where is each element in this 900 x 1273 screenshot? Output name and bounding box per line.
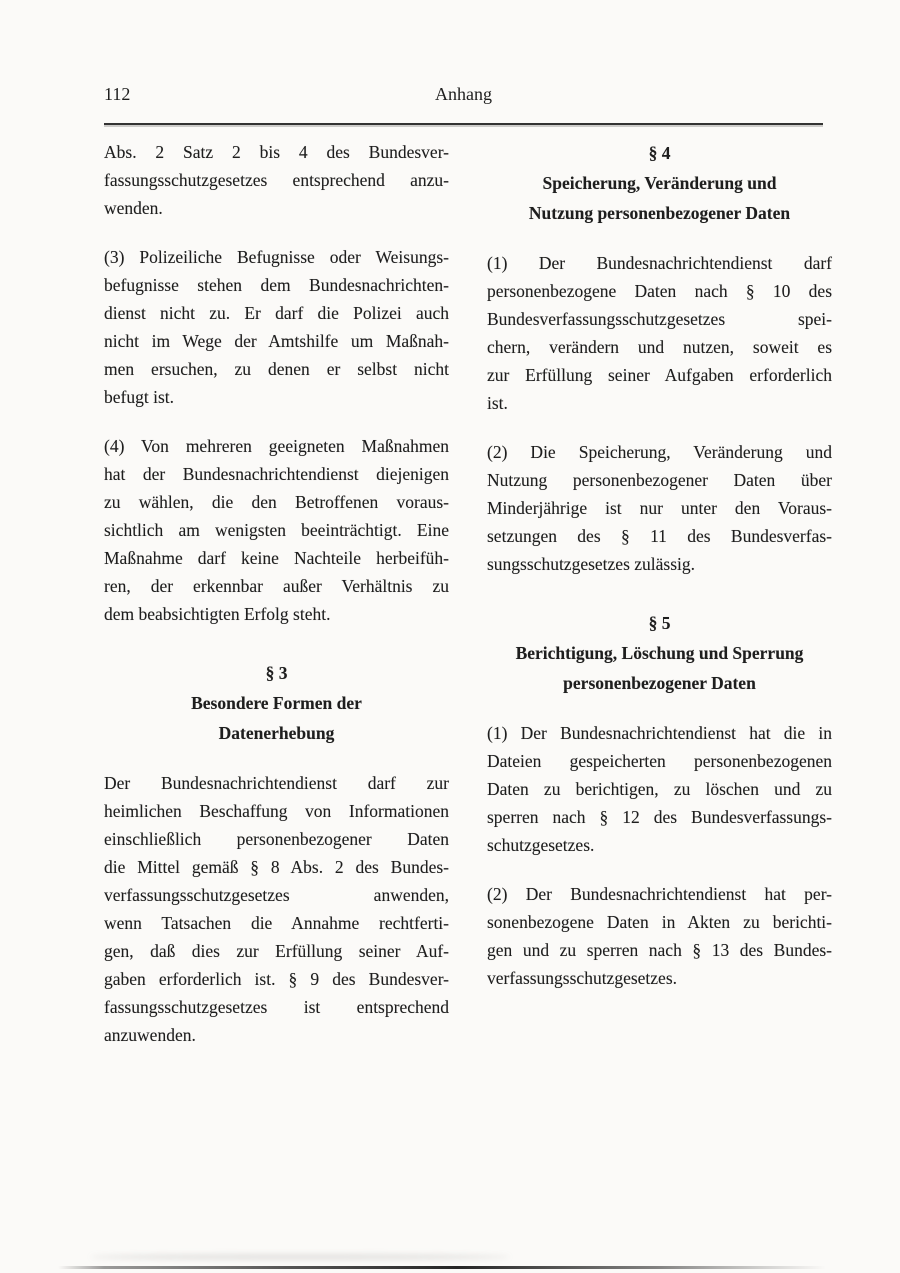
- text-line: ist.: [487, 393, 508, 413]
- text-line: fassungsschutzgesetzes ist entsprechend: [104, 997, 449, 1017]
- section-5-heading: [487, 608, 832, 698]
- text-line: anzuwenden.: [104, 1025, 196, 1045]
- text-line: personenbezogene Daten nach § 10 des: [487, 281, 832, 301]
- text-line: wenden.: [104, 198, 163, 218]
- section-5-paragraph-1: [487, 719, 832, 859]
- text-line: (1) Der Bundesnachrichtendienst hat die in: [487, 723, 832, 743]
- text-line: Nutzung personenbezogener Daten über: [487, 470, 832, 490]
- text-line: (1) Der Bundesnachrichtendienst darf: [487, 253, 832, 273]
- text-line: verfassungsschutzgesetzes anwenden,: [104, 885, 449, 905]
- text-line: § 4: [648, 143, 671, 163]
- paragraph-4: [104, 432, 449, 628]
- text-line: befugnisse stehen dem Bundesnachrichten-: [104, 275, 449, 295]
- section-3-paragraph: [104, 769, 449, 1049]
- text-columns: [104, 138, 832, 1049]
- text-line: zu wählen, die den Betroffenen voraus-: [104, 492, 449, 512]
- continuation-paragraph: [104, 138, 449, 222]
- text-line: (2) Die Speicherung, Veränderung und: [487, 442, 832, 462]
- text-line: Nutzung personenbezogener Daten: [528, 203, 791, 223]
- text-line: fassungsschutzgesetzes entsprechend anzu-: [104, 170, 449, 190]
- text-line: dem beabsichtigten Erfolg steht.: [104, 604, 331, 624]
- text-line: § 5: [648, 613, 671, 633]
- text-line: setzungen des § 11 des Bundesverfas-: [487, 526, 832, 546]
- text-line: wenn Tatsachen die Annahme rechtferti-: [104, 913, 449, 933]
- text-line: nicht im Wege der Amtshilfe um Maßnah-: [104, 331, 449, 351]
- text-line: gen und zu sperren nach § 13 des Bundes-: [487, 940, 832, 960]
- text-line: (2) Der Bundesnachrichtendienst hat per-: [487, 884, 832, 904]
- text-line: chern, verändern und nutzen, soweit es: [487, 337, 832, 357]
- text-line: dienst nicht zu. Er darf die Polizei auch: [104, 303, 449, 323]
- text-line: befugt ist.: [104, 387, 174, 407]
- text-line: § 3: [265, 663, 288, 683]
- text-line: verfassungsschutzgesetzes.: [487, 968, 678, 988]
- text-line: Maßnahme darf keine Nachteile herbeifüh-: [104, 548, 449, 568]
- header-rule: [104, 123, 823, 125]
- section-5-paragraph-2: [487, 880, 832, 992]
- text-line: Berichtigung, Löschung und Sperrung: [515, 643, 804, 663]
- text-line: die Mittel gemäß § 8 Abs. 2 des Bundes-: [104, 857, 449, 877]
- scan-artifact-line: [58, 1266, 826, 1269]
- text-line: (4) Von mehreren geeigneten Maßnahmen: [104, 436, 449, 456]
- text-line: Dateien gespeicherten personenbezogenen: [487, 751, 832, 771]
- left-column: [104, 138, 449, 1049]
- text-line: (3) Polizeiliche Befugnisse oder Weisungs-: [104, 247, 449, 267]
- running-header: [104, 84, 823, 110]
- text-line: sperren nach § 12 des Bundesverfassungs-: [487, 807, 832, 827]
- text-line: Datenerhebung: [218, 723, 335, 743]
- right-column: [487, 138, 832, 1049]
- text-line: ren, der erkennbar außer Verhältnis zu: [104, 576, 449, 596]
- section-3-heading: [104, 658, 449, 748]
- section-4-heading: [487, 138, 832, 228]
- text-line: einschließlich personenbezogener Daten: [104, 829, 449, 849]
- text-line: Speicherung, Veränderung und: [542, 173, 777, 193]
- text-line: Besondere Formen der: [191, 693, 362, 713]
- section-4-paragraph-1: [487, 249, 832, 417]
- text-line: personenbezogener Daten: [563, 673, 756, 693]
- text-line: sonenbezogene Daten in Akten zu berichti-: [487, 912, 832, 932]
- section-4-paragraph-2: [487, 438, 832, 578]
- text-line: Bundesverfassungsschutzgesetzes spei-: [487, 309, 832, 329]
- text-line: heimlichen Beschaffung von Informationen: [104, 801, 449, 821]
- page-number: 112: [104, 84, 131, 104]
- running-header-title: Anhang: [435, 84, 492, 104]
- text-line: sichtlich am wenigsten beeinträchtigt. Eine: [104, 520, 449, 540]
- text-line: sungsschutzgesetzes zulässig.: [487, 554, 696, 574]
- scan-smudge-artifact: [90, 1254, 510, 1260]
- paragraph-3: [104, 243, 449, 411]
- text-line: gaben erforderlich ist. § 9 des Bundesver-: [104, 969, 449, 989]
- text-line: gen, daß dies zur Erfüllung seiner Auf-: [104, 941, 449, 961]
- text-line: hat der Bundesnachrichtendienst diejenigen: [104, 464, 449, 484]
- text-line: Der Bundesnachrichtendienst darf zur: [104, 773, 449, 793]
- text-line: zur Erfüllung seiner Aufgaben erforderlich: [487, 365, 832, 385]
- text-line: Daten zu berichtigen, zu löschen und zu: [487, 779, 832, 799]
- text-line: schutzgesetzes.: [487, 835, 595, 855]
- text-line: Abs. 2 Satz 2 bis 4 des Bundesver-: [104, 142, 449, 162]
- text-line: men ersuchen, zu denen er selbst nicht: [104, 359, 449, 379]
- text-line: Minderjährige ist nur unter den Voraus-: [487, 498, 832, 518]
